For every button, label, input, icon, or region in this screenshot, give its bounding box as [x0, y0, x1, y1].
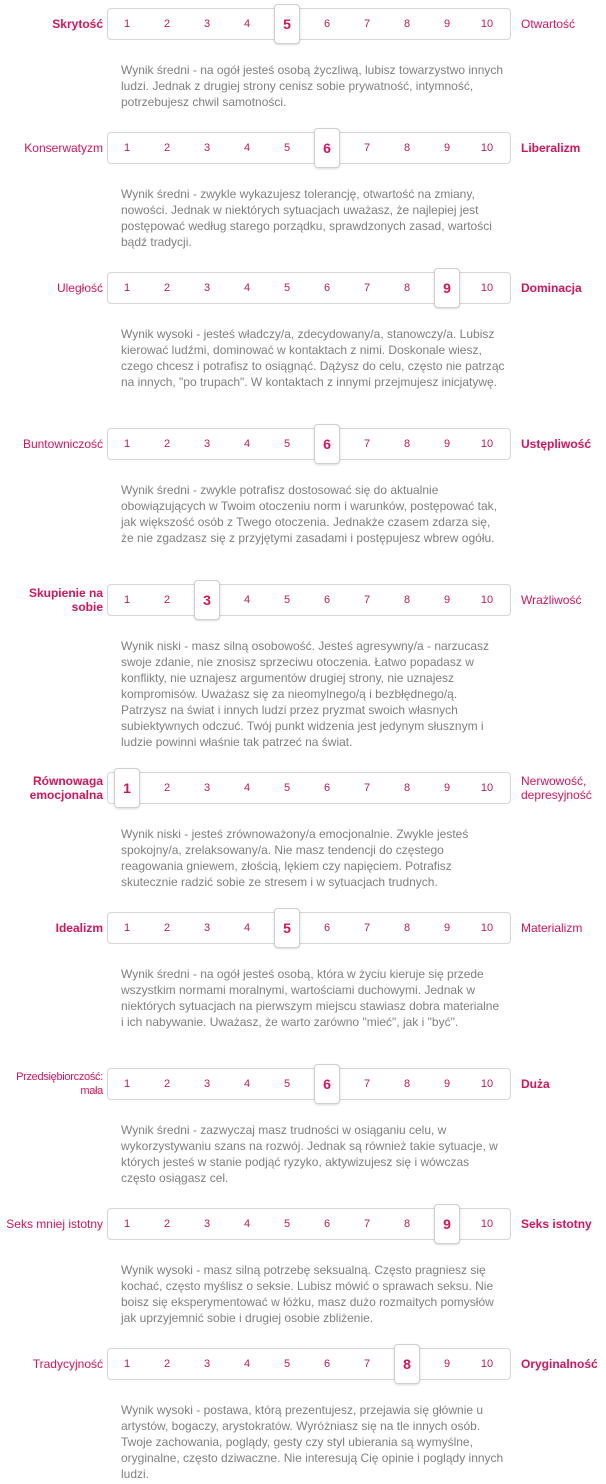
scale-option[interactable]: 2: [163, 1218, 171, 1230]
scale-option[interactable]: 2: [163, 782, 171, 794]
scale-option[interactable]: 6: [323, 594, 331, 606]
scale-option[interactable]: 2: [163, 922, 171, 934]
right-pole-label: Wrażliwość: [521, 593, 582, 607]
scale-option[interactable]: 2: [163, 594, 171, 606]
right-pole-label: Materializm: [521, 921, 583, 935]
scale-option[interactable]: 8: [403, 594, 411, 606]
scale-option[interactable]: 4: [243, 782, 251, 794]
scale-option[interactable]: 5: [283, 1358, 291, 1370]
scale-option[interactable]: 3: [203, 18, 211, 30]
scale-option[interactable]: 3: [203, 922, 211, 934]
scale-option[interactable]: 4: [243, 282, 251, 294]
scale-option[interactable]: 1: [123, 282, 131, 294]
scale-option[interactable]: 9: [443, 18, 451, 30]
scale-option[interactable]: 7: [363, 922, 371, 934]
scale-option[interactable]: 1: [123, 1078, 131, 1090]
scale-option[interactable]: 6: [323, 18, 331, 30]
scale-option[interactable]: 7: [363, 594, 371, 606]
scale-option[interactable]: 2: [163, 1078, 171, 1090]
right-pole-label: Nerwowość, depresyjność: [521, 774, 592, 802]
scale-option[interactable]: 10: [480, 782, 494, 794]
scale-option[interactable]: 9: [443, 922, 451, 934]
scale-option[interactable]: 3: [203, 1078, 211, 1090]
scale-option[interactable]: 10: [480, 594, 494, 606]
left-pole-label: Przedsiębiorczość: mała: [16, 1071, 103, 1097]
scale-option[interactable]: 10: [480, 18, 494, 30]
rating-scale: [107, 132, 511, 164]
trait-5-description: Wynik niski - masz silną osobowość. Jesteś agresywny/a - narzucasz swoje zdanie, nie znosisz sprzeciwu otoczenia. Łatwo popadasz w konflikty, nie uznajesz argumentów drugiej strony, nie uznajesz kompromisów. Uważasz się za nieomylnego/ą i bezbłędnego/ą. Patrzysz na świat i innych ludzi przez pryzmat swoich własnych subiektywnych odczuć. Twój punkt widzenia jest jedynym słusznym i ludzie powinni właśnie tak patrzeć na świat.: [121, 639, 490, 749]
scale-option-selected[interactable]: 9: [434, 1204, 460, 1244]
scale-option[interactable]: 4: [243, 1358, 251, 1370]
scale-option[interactable]: 10: [480, 922, 494, 934]
scale-option[interactable]: 6: [323, 1218, 331, 1230]
trait-9-description: Wynik wysoki - masz silną potrzebę seksualną. Często pragniesz się kochać, często myślisz o seksie. Lubisz mówić o sprawach seksu. Nie boisz się eksperymentować w łóżku, masz dużo rozmaitych pomysłów jak uprzyjemnić sobie i drugiej osobie zbliżenie.: [121, 1263, 494, 1325]
trait-8-description: Wynik średni - zazwyczaj masz trudności w osiąganiu celu, w wykorzystywaniu szans na rozwój. Jednak są również takie sytuacje, w których jesteś w stanie podjąć ryzyko, aktywizujesz się i wówczas często osiągasz cel.: [121, 1123, 498, 1185]
scale-option[interactable]: 1: [123, 142, 131, 154]
scale-option-selected[interactable]: 9: [434, 268, 460, 308]
scale-option[interactable]: 2: [163, 1358, 171, 1370]
scale-option-selected[interactable]: 6: [314, 128, 340, 168]
scale-option[interactable]: 5: [283, 782, 291, 794]
left-pole-label: Uległość: [56, 281, 103, 295]
scale-option[interactable]: 10: [480, 282, 494, 294]
scale-option[interactable]: 7: [363, 1078, 371, 1090]
scale-option[interactable]: 4: [243, 922, 251, 934]
left-pole-label: Idealizm: [55, 921, 103, 935]
rating-scale: [107, 1348, 511, 1380]
scale-option[interactable]: 1: [123, 438, 131, 450]
right-pole-label: Seks istotny: [521, 1217, 592, 1231]
rating-scale: [107, 772, 511, 804]
scale-option[interactable]: 3: [203, 1358, 211, 1370]
scale-option[interactable]: 1: [123, 594, 131, 606]
right-pole-label: Oryginalność: [521, 1357, 598, 1371]
scale-option[interactable]: 6: [323, 922, 331, 934]
scale-option-selected[interactable]: 1: [114, 768, 140, 808]
trait-7-description: Wynik średni - na ogół jesteś osobą, która w życiu kieruje się przede wszystkim normami moralnymi, wartościami duchowymi. Jednak w niektórych sytuacjach na pierwszym miejscu stawiasz dobra materialne i ich nabywanie. Uważasz, że warto zarówno "mieć", jak i "być".: [121, 967, 500, 1029]
scale-option[interactable]: 9: [443, 594, 451, 606]
scale-option[interactable]: 8: [403, 142, 411, 154]
right-pole-label: Dominacja: [521, 281, 582, 295]
scale-option[interactable]: 3: [203, 438, 211, 450]
scale-option[interactable]: 10: [480, 1218, 494, 1230]
scale-option[interactable]: 8: [403, 438, 411, 450]
scale-option[interactable]: 5: [283, 438, 291, 450]
scale-option[interactable]: 6: [323, 1358, 331, 1370]
scale-option[interactable]: 5: [283, 594, 291, 606]
scale-option[interactable]: 5: [283, 1218, 291, 1230]
scale-option[interactable]: 5: [283, 1078, 291, 1090]
scale-option[interactable]: 6: [323, 782, 331, 794]
scale-option[interactable]: 8: [403, 782, 411, 794]
scale-option[interactable]: 2: [163, 438, 171, 450]
scale-option[interactable]: 10: [480, 142, 494, 154]
scale-option[interactable]: 9: [443, 438, 451, 450]
right-pole-label: Otwartość: [521, 17, 576, 31]
scale-option[interactable]: 8: [403, 282, 411, 294]
right-pole-label: Liberalizm: [521, 141, 581, 155]
trait-2-description: Wynik średni - zwykle wykazujesz tolerancję, otwartość na zmiany, nowości. Jednak w niektórych sytuacjach uważasz, że najlepiej jest postępować według starego porządku, sprawdzonych zasad, wartości bądź tradycji.: [121, 187, 492, 249]
left-pole-label: Skrytość: [52, 17, 103, 31]
scale-option[interactable]: 2: [163, 18, 171, 30]
scale-option-selected[interactable]: 6: [314, 1064, 340, 1104]
scale-option[interactable]: 4: [243, 1218, 251, 1230]
scale-option[interactable]: 8: [403, 1078, 411, 1090]
left-pole-label: Równowaga emocjonalna: [29, 774, 103, 802]
scale-option[interactable]: 3: [203, 282, 211, 294]
scale-option[interactable]: 1: [123, 18, 131, 30]
trait-4-description: Wynik średni - zwykle potrafisz dostosować się do aktualnie obowiązujących w Twoim otoczeniu norm i warunków, postępować tak, jak większość osób z Twego otoczenia. Jednakże czasem zdarza się, że nie zgadzasz się z przyjętymi zasadami i postępujesz wbrew ogółu.: [121, 483, 497, 545]
scale-option[interactable]: 4: [243, 594, 251, 606]
scale-option[interactable]: 2: [163, 142, 171, 154]
scale-option[interactable]: 4: [243, 1078, 251, 1090]
trait-6-description: Wynik niski - jesteś zrównoważony/a emocjonalnie. Zwykle jesteś spokojny/a, zrelaksowany/a. Nie masz tendencji do częstego reagowania gniewem, złością, lękiem czy napięciem. Potrafisz skutecznie radzić sobie ze stresem i w sytuacjach trudnych.: [121, 827, 469, 889]
scale-option[interactable]: 7: [363, 282, 371, 294]
scale-option[interactable]: 1: [123, 1218, 131, 1230]
scale-option[interactable]: 4: [243, 18, 251, 30]
scale-option[interactable]: 9: [443, 1358, 451, 1370]
scale-option-selected[interactable]: 5: [274, 908, 300, 948]
scale-option[interactable]: 5: [283, 282, 291, 294]
scale-option[interactable]: 7: [363, 1218, 371, 1230]
trait-10-description: Wynik wysoki - postawa, którą prezentujesz, przejawia się głównie u artystów, bogaczy, arystokratów. Wyróżniasz się na tle innych osób. Twoje zachowania, poglądy, gesty czy styl ubierania są wymyślne, oryginalne, często dziwaczne. Nie interesują Cię opinie i poglądy innych ludzi.: [121, 1403, 504, 1481]
scale-option[interactable]: 7: [363, 782, 371, 794]
scale-option[interactable]: 8: [403, 18, 411, 30]
scale-option[interactable]: 9: [443, 782, 451, 794]
scale-option[interactable]: 7: [363, 18, 371, 30]
scale-option[interactable]: 1: [123, 1358, 131, 1370]
right-pole-label: Duża: [521, 1077, 550, 1091]
scale-option[interactable]: 5: [283, 142, 291, 154]
scale-option-selected[interactable]: 5: [274, 4, 300, 44]
rating-scale: [107, 8, 511, 40]
rating-scale: [107, 1208, 511, 1240]
scale-option[interactable]: 2: [163, 282, 171, 294]
rating-scale: [107, 272, 511, 304]
scale-option[interactable]: 6: [323, 282, 331, 294]
scale-option[interactable]: 3: [203, 142, 211, 154]
scale-option[interactable]: 10: [480, 1358, 494, 1370]
scale-option[interactable]: 3: [203, 782, 211, 794]
left-pole-label: Skupienie na sobie: [28, 586, 103, 614]
scale-option[interactable]: 7: [363, 1358, 371, 1370]
scale-option[interactable]: 10: [480, 1078, 494, 1090]
trait-3-description: Wynik wysoki - jesteś władczy/a, zdecydowany/a, stanowczy/a. Lubisz kierować ludźmi, dominować w kontaktach z nimi. Doskonale wiesz, czego chcesz i potrafisz to osiągnąć. Dążysz do celu, często nie patrząc na innych, "po trupach". W kontaktach z innymi przejmujesz inicjatywę.: [121, 327, 505, 389]
scale-option[interactable]: 4: [243, 438, 251, 450]
scale-option[interactable]: 1: [123, 922, 131, 934]
rating-scale: [107, 428, 511, 460]
scale-option[interactable]: 8: [403, 922, 411, 934]
scale-option[interactable]: 4: [243, 142, 251, 154]
scale-option[interactable]: 9: [443, 1078, 451, 1090]
left-pole-label: Tradycyjność: [32, 1357, 103, 1371]
trait-1-description: Wynik średni - na ogół jesteś osobą życzliwą, lubisz towarzystwo innych ludzi. Jednak z drugiej strony cenisz sobie prywatność, intymność, potrzebujesz chwil samotności.: [121, 63, 504, 109]
right-pole-label: Ustępliwość: [521, 437, 592, 451]
left-pole-label: Buntowniczość: [22, 437, 103, 451]
rating-scale: [107, 584, 511, 616]
scale-option[interactable]: 3: [203, 1218, 211, 1230]
scale-option[interactable]: 7: [363, 142, 371, 154]
left-pole-label: Konserwatyzm: [24, 141, 103, 155]
scale-option[interactable]: 8: [403, 1218, 411, 1230]
scale-option-selected[interactable]: 6: [314, 424, 340, 464]
scale-option-selected[interactable]: 8: [394, 1344, 420, 1384]
scale-option[interactable]: 10: [480, 438, 494, 450]
left-pole-label: Seks mniej istotny: [6, 1217, 103, 1231]
scale-option-selected[interactable]: 3: [194, 580, 220, 620]
rating-scale: [107, 1068, 511, 1100]
scale-option[interactable]: 7: [363, 438, 371, 450]
scale-option[interactable]: 9: [443, 142, 451, 154]
rating-scale: [107, 912, 511, 944]
